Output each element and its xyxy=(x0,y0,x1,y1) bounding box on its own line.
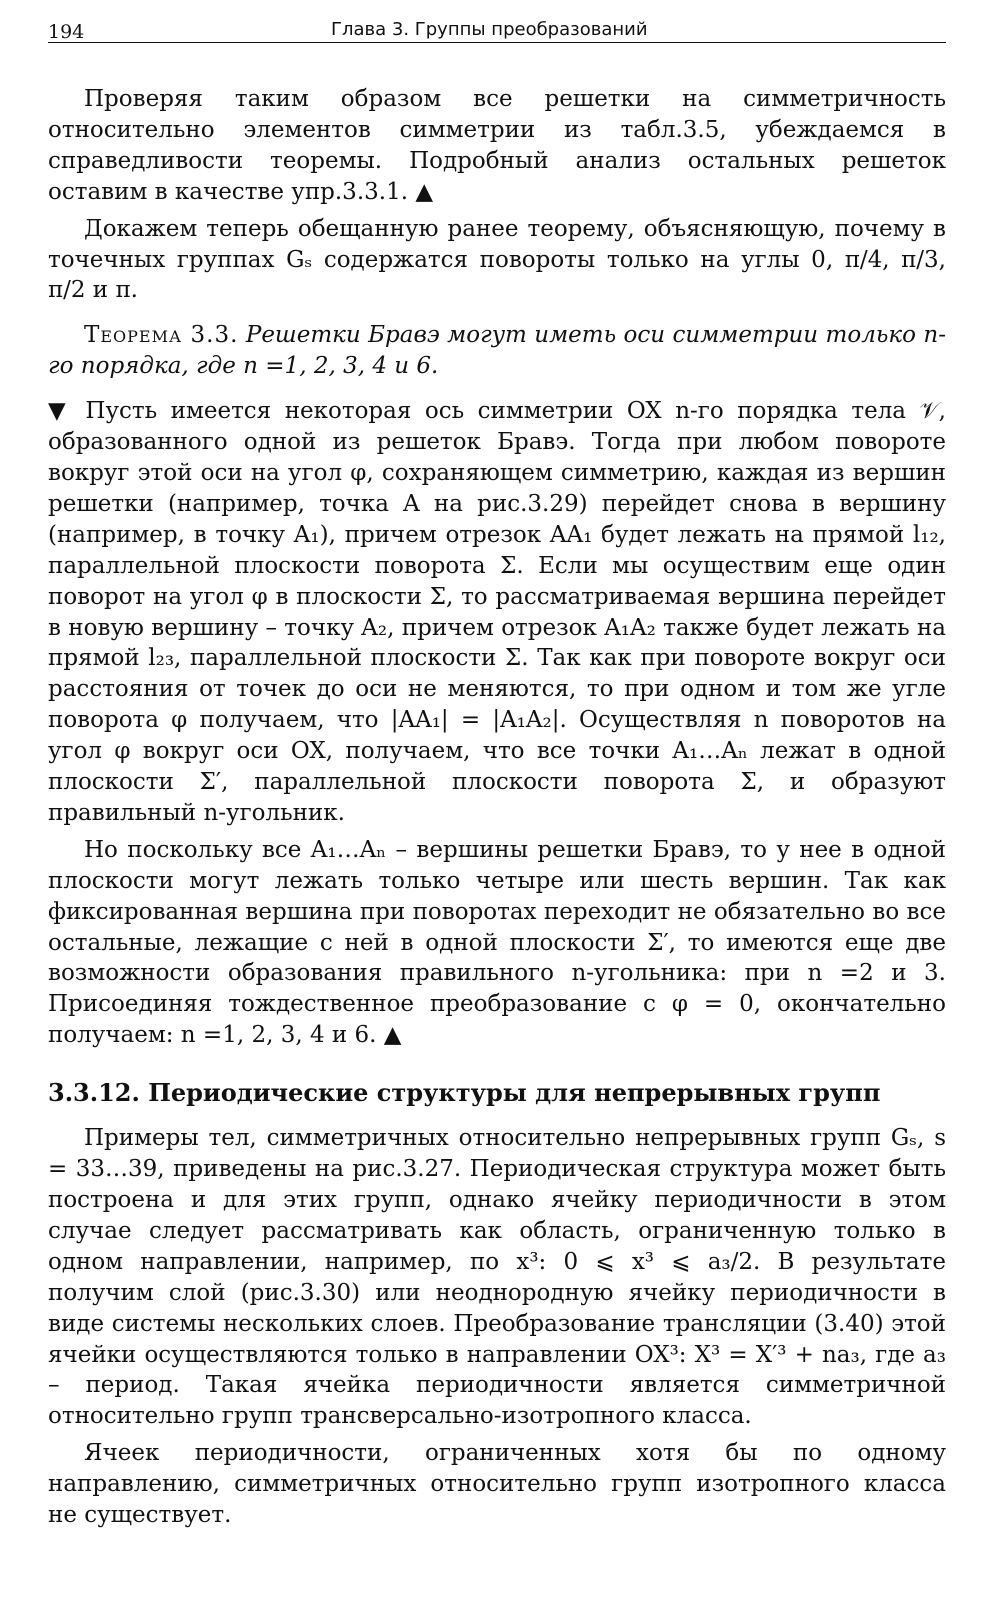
theorem-3-3 xyxy=(48,320,946,382)
section-heading: 3.3.12. Периодические структуры для непрерывных групп xyxy=(48,1078,881,1108)
paragraph-proof-body: ▼ Пусть имеется некоторая ось симметрии OX n-го порядка тела 𝒱, образованного одной из решеток Бравэ. Тогда при любом повороте вокруг этой оси на угол φ, сохраняющем симметрию, каждая из вершин решетки (например, точка A на рис.3.29) перейдет снова в вершину (например, в точку A₁), причем отрезок AA₁ будет лежать на прямой l₁₂, параллельной плоскости поворота Σ. Если мы осуществим еще один поворот на угол φ в плоскости Σ, то рассматриваемая вершина перейдет в новую вершину – точку A₂, причем отрезок A₁A₂ также будет лежать на прямой l₂₃, параллельной плоскости Σ. Так как при повороте вокруг оси расстояния от точек до оси не меняются, то при одном и том же угле поворота φ получаем, что |AA₁| = |A₁A₂|. Осуществляя n поворотов на угол φ вокруг оси OX, получаем, что все точки A₁…Aₙ лежат в одной плоскости Σ′, параллельной плоскости поворота Σ, и образуют правильный n-угольник. xyxy=(48,398,946,826)
paragraph-isotropic: Ячеек периодичности, ограниченных хотя бы по одному направлению, симметричных относительно групп изотропного класса не существует. xyxy=(48,1440,946,1529)
page-number: 194 xyxy=(48,21,85,43)
running-head xyxy=(48,20,946,43)
chapter-title: Глава 3. Группы преобразований xyxy=(331,19,648,40)
paragraph-proof-conclusion: Проверяя таким образом все решетки на симметричность относительно элементов симметрии из табл.3.5, убеждаемся в справедливости теоремы. Подробный анализ остальных решеток оставим в качестве упр.3.3.1. ▲ xyxy=(48,86,946,205)
page-body xyxy=(48,84,946,1531)
theorem-statement: Решетки Бравэ могут иметь оси симметрии только n-го порядка, где n =1, 2, 3, 4 и 6. xyxy=(48,322,946,380)
paragraph-theorem-intro: Докажем теперь обещанную ранее теорему, объясняющую, почему в точечных группах Gₛ содержатся повороты только на углы 0, π/4, π/3, π/2 и π. xyxy=(48,215,946,304)
paragraph-proof-end: Но поскольку все A₁…Aₙ – вершины решетки Бравэ, то у нее в одной плоскости могут лежать только четыре или шесть вершин. Так как фиксированная вершина при поворотах переходит не обязательно во все остальные, лежащие с ней в одной плоскости Σ′, то имеются еще две возможности образования правильного n-угольника: при n =2 и 3. Присоединяя тождественное преобразование с φ = 0, окончательно получаем: n =1, 2, 3, 4 и 6. ▲ xyxy=(48,836,946,1049)
paragraph-continuous-groups: Примеры тел, симметричных относительно непрерывных групп Gₛ, s = 33…39, приведены на рис.3.27. Периодическая структура может быть построена и для этих групп, однако ячейку периодичности в этом случае следует рассматривать как область, ограниченную только в одном направлении, например, по x³: 0 ⩽ x³ ⩽ a₃/2. В результате получим слой (рис.3.30) или неоднородную ячейку периодичности в виде системы нескольких слоев. Преобразование трансляции (3.40) этой ячейки осуществляются только в направлении OX³: X³ = X′³ + na₃, где a₃ – период. Такая ячейка периодичности является симметричной относительно групп трансверсально-изотропного класса. xyxy=(48,1125,946,1430)
theorem-label: Теорема 3.3. xyxy=(84,322,239,349)
